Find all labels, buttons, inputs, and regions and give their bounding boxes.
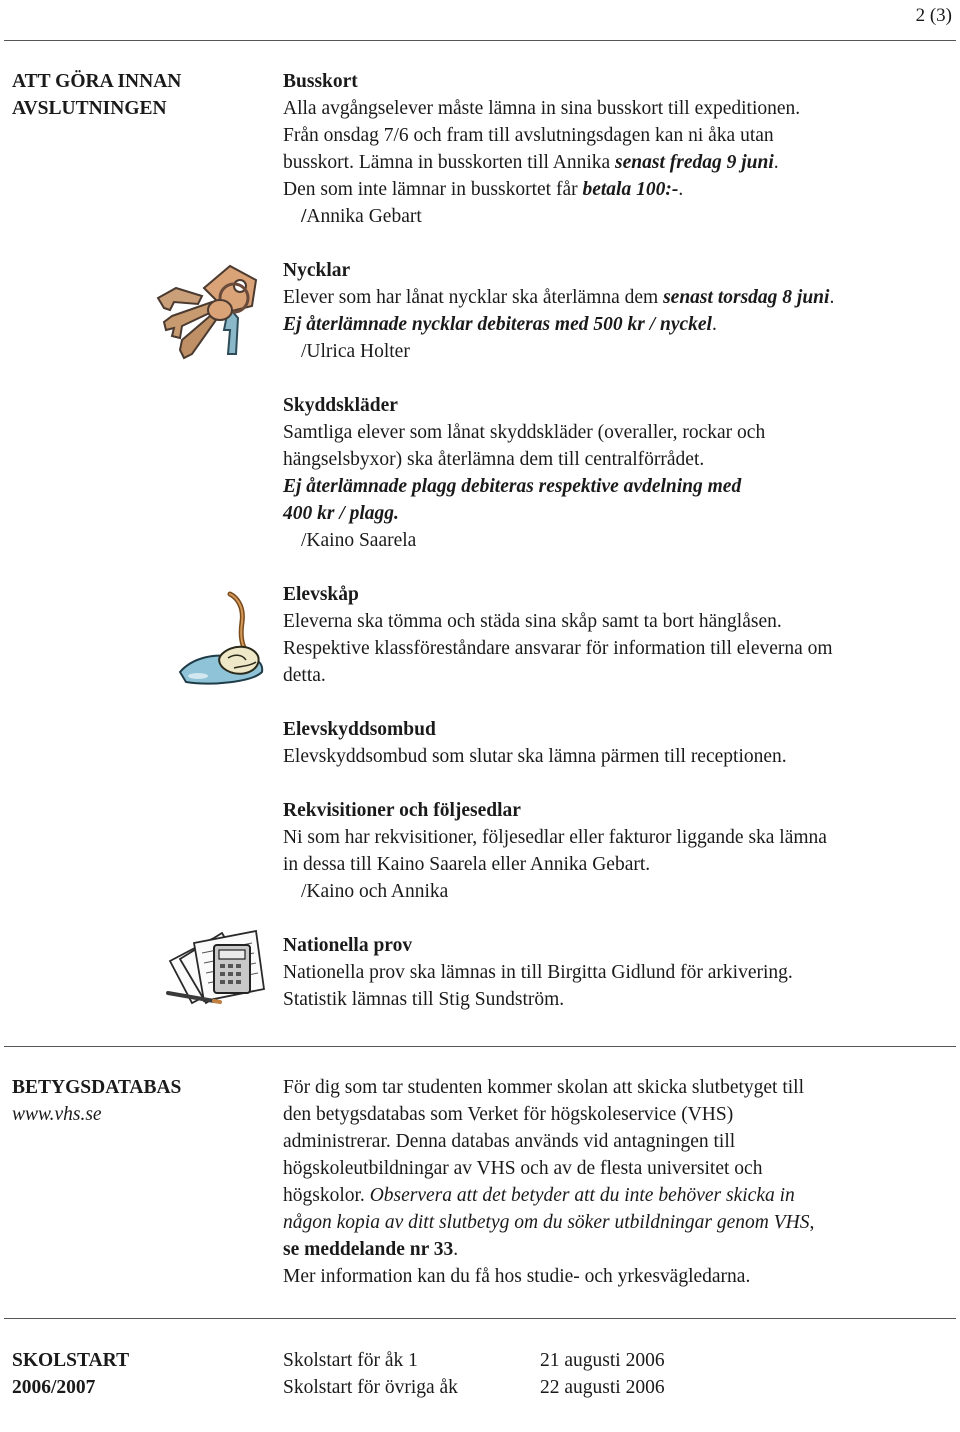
busskort-text: . — [678, 179, 684, 200]
betygsdatabas-line — [283, 1209, 955, 1236]
betygsdatabas-content — [283, 1074, 955, 1290]
elevskap-line: Eleverna ska tömma och städa sina skåp samt ta bort hänglåsen. — [283, 611, 782, 632]
skolstart-heading-line-1: SKOLSTART — [12, 1350, 130, 1371]
rekvisitioner-block — [283, 797, 955, 905]
signature-name: Annika Gebart — [306, 206, 422, 227]
busskort-block — [283, 68, 955, 230]
betygsdatabas-note: någon kopia av ditt slutbetyg om du söker utbildningar genom VHS — [283, 1212, 810, 1233]
busskort-line — [283, 149, 955, 176]
elevskyddsombud-line: Elevskyddsombud som slutar ska lämna pärmen till receptionen. — [283, 746, 787, 767]
nationella-line: Statistik lämnas till Stig Sundström. — [283, 989, 565, 1010]
page-number: 2 (3) — [915, 5, 952, 26]
nycklar-deadline: senast torsdag 8 juni — [663, 287, 830, 308]
skyddsklader-title: Skyddskläder — [283, 395, 398, 416]
busskort-line — [283, 176, 955, 203]
skyddsklader-fee: Ej återlämnade plagg debiteras respektive avdelning med — [283, 476, 742, 497]
betygsdatabas-line: högskoleutbildningar av VHS och av de flesta universitet och — [283, 1158, 763, 1179]
elevskap-title: Elevskåp — [283, 584, 359, 605]
betygsdatabas-text: . — [453, 1239, 459, 1260]
documents-calculator-icon — [164, 925, 272, 1025]
vhs-link[interactable]: www.vhs.se — [12, 1104, 102, 1125]
betygsdatabas-reference: se meddelande nr 33 — [283, 1239, 454, 1260]
betygsdatabas-heading: BETYGSDATABAS — [12, 1077, 182, 1098]
busskort-fee: betala 100:- — [582, 179, 679, 200]
section-heading-betygsdatabas — [12, 1074, 252, 1128]
rekvisitioner-title: Rekvisitioner och följesedlar — [283, 800, 521, 821]
betygsdatabas-line: den betygsdatabas som Verket för högskoleservice (VHS) — [283, 1104, 734, 1125]
nationella-block — [283, 932, 955, 1013]
keys-icon — [152, 258, 268, 370]
nationella-title: Nationella prov — [283, 935, 413, 956]
betygsdatabas-note: Observera att det betyder att du inte behöver skicka in — [369, 1185, 795, 1206]
busskort-title: Busskort — [283, 71, 358, 92]
busskort-text: . — [773, 152, 779, 173]
busskort-line: Från onsdag 7/6 och fram till avslutningsdagen kan ni åka utan — [283, 125, 774, 146]
skolstart-row — [283, 1374, 458, 1401]
betygsdatabas-text: , — [809, 1212, 815, 1233]
section-heading-att-gora — [12, 68, 252, 122]
nycklar-fee: Ej återlämnade nycklar debiteras med 500 kr / nyckel — [283, 314, 712, 335]
heading-line-2: AVSLUTNINGEN — [12, 98, 167, 119]
skolstart-heading-line-2: 2006/2007 — [12, 1377, 96, 1398]
skyddsklader-fee: 400 kr / plagg. — [283, 503, 399, 524]
elevskyddsombud-title: Elevskyddsombud — [283, 719, 436, 740]
skyddsklader-line: hängselsbyxor) ska återlämna dem till centralförrådet. — [283, 449, 705, 470]
busskort-line: Alla avgångselever måste lämna in sina busskort till expeditionen. — [283, 98, 801, 119]
busskort-text: busskort. Lämna in busskorten till Annika — [283, 152, 616, 173]
nycklar-text: . — [711, 314, 717, 335]
skolstart-row — [283, 1347, 418, 1374]
mop-icon — [172, 588, 268, 688]
betygsdatabas-line — [283, 1236, 955, 1263]
section-divider — [4, 1318, 956, 1319]
skolstart-date: 22 augusti 2006 — [540, 1377, 665, 1398]
skolstart-label: Skolstart för åk 1 — [283, 1350, 418, 1371]
betygsdatabas-line: Mer information kan du få hos studie- och yrkesvägledarna. — [283, 1266, 751, 1287]
rekvisitioner-signature: /Kaino och Annika — [301, 881, 449, 902]
skyddsklader-block — [283, 392, 955, 554]
nycklar-block — [283, 257, 955, 365]
nationella-line: Nationella prov ska lämnas in till Birgitta Gidlund för arkivering. — [283, 962, 793, 983]
busskort-signature — [283, 203, 955, 230]
top-divider — [4, 40, 956, 41]
betygsdatabas-line — [283, 1182, 955, 1209]
betygsdatabas-line: administrerar. Denna databas används vid antagningen till — [283, 1131, 736, 1152]
elevskap-line: detta. — [283, 665, 326, 686]
skolstart-row-date — [540, 1374, 665, 1401]
nycklar-line — [283, 284, 955, 311]
betygsdatabas-text: högskolor. — [283, 1185, 370, 1206]
skolstart-label: Skolstart för övriga åk — [283, 1377, 458, 1398]
heading-line-1: ATT GÖRA INNAN — [12, 71, 182, 92]
nycklar-text: Elever som har lånat nycklar ska återlämna dem — [283, 287, 664, 308]
skyddsklader-signature: /Kaino Saarela — [301, 530, 417, 551]
section-divider — [4, 1046, 956, 1047]
elevskap-block — [283, 581, 955, 689]
nycklar-title: Nycklar — [283, 260, 351, 281]
nycklar-signature: /Ulrica Holter — [301, 341, 410, 362]
nycklar-line — [283, 311, 955, 338]
busskort-text: Den som inte lämnar in busskortet får — [283, 179, 583, 200]
betygsdatabas-line: För dig som tar studenten kommer skolan att skicka slutbetyget till — [283, 1077, 805, 1098]
elevskyddsombud-block — [283, 716, 955, 770]
section-content-att-gora — [283, 68, 955, 1040]
nycklar-text: . — [829, 287, 835, 308]
rekvisitioner-line: Ni som har rekvisitioner, följesedlar eller fakturor liggande ska lämna — [283, 827, 827, 848]
section-heading-skolstart — [12, 1347, 252, 1401]
skolstart-date: 21 augusti 2006 — [540, 1350, 665, 1371]
skolstart-row-date — [540, 1347, 665, 1374]
skyddsklader-line: Samtliga elever som lånat skyddskläder (overaller, rockar och — [283, 422, 766, 443]
busskort-deadline: senast fredag 9 juni — [615, 152, 774, 173]
elevskap-line: Respektive klassföreståndare ansvarar för information till eleverna om — [283, 638, 833, 659]
rekvisitioner-line: in dessa till Kaino Saarela eller Annika Gebart. — [283, 854, 651, 875]
signature-slash: / — [301, 206, 307, 227]
